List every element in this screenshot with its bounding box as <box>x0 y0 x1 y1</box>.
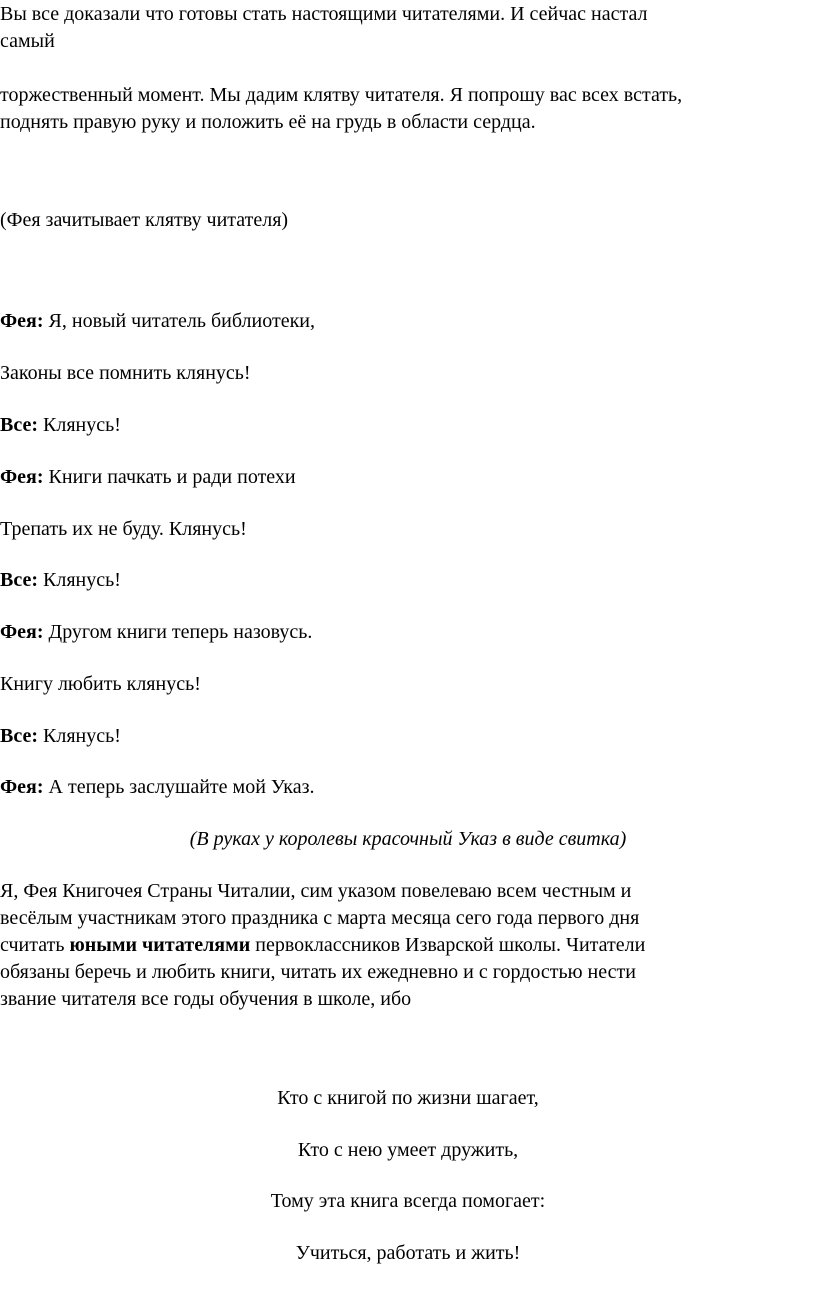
intro-line-2: самый <box>0 30 55 52</box>
decree-line-1: Я, Фея Книгочея Страны Читалии, сим указом повелеваю всем честным и <box>0 880 632 902</box>
oath-line-5 <box>0 516 816 543</box>
oath-text: Законы все помнить клянусь! <box>0 362 251 384</box>
oath-text: Клянусь! <box>38 725 121 747</box>
oath-line-3 <box>0 412 816 439</box>
speaker-label: Фея: <box>0 776 44 798</box>
speaker-label: Все: <box>0 414 38 436</box>
oath-text: Трепать их не буду. Клянусь! <box>0 518 247 540</box>
decree-bold-text: юными читателями <box>69 934 251 956</box>
decree-text: считать <box>0 934 70 956</box>
oath-text: Клянусь! <box>38 414 121 436</box>
poem-line-1: Кто с книгой по жизни шагает, <box>277 1087 539 1109</box>
oath-text: Книгу любить клянусь! <box>0 673 201 695</box>
oath-line-1 <box>0 308 816 335</box>
oath-line-8 <box>0 671 816 698</box>
decree-line-4: обязаны беречь и любить книги, читать их ежедневно и с гордостью нести <box>0 961 636 983</box>
oath-line-6 <box>0 567 816 594</box>
oath-line-7 <box>0 619 816 646</box>
speaker-label: Все: <box>0 569 38 591</box>
intro-line-4: поднять правую руку и положить её на грудь в области сердца. <box>0 111 536 133</box>
oath-line-4 <box>0 464 816 491</box>
oath-line-9 <box>0 723 816 750</box>
speaker-label: Фея: <box>0 466 44 488</box>
speaker-label: Все: <box>0 725 38 747</box>
oath-text: Клянусь! <box>38 569 121 591</box>
decree-text: первоклассников Изварской школы. Читатели <box>250 934 646 956</box>
intro-line-1: Вы все доказали что готовы стать настоящими читателями. И сейчас настал <box>0 3 648 25</box>
oath-line-10 <box>0 774 816 801</box>
stage-direction-reading-oath: (Фея зачитывает клятву читателя) <box>0 209 289 231</box>
decree-line-5: звание читателя все годы обучения в школе, ибо <box>0 988 412 1010</box>
intro-line-3: торжественный момент. Мы дадим клятву читателя. Я попрошу вас всех встать, <box>0 84 683 106</box>
oath-text: Книги пачкать и ради потехи <box>43 466 296 488</box>
poem-line-3: Тому эта книга всегда помогает: <box>270 1190 546 1212</box>
stage-direction-scroll: (В руках у королевы красочный Указ в виде свитка) <box>189 828 627 850</box>
speaker-label: Фея: <box>0 310 44 332</box>
decree-line-2: весёлым участникам этого праздника с марта месяца сего года первого дня <box>0 907 640 929</box>
oath-text: Я, новый читатель библиотеки, <box>43 310 316 332</box>
poem-line-4: Учиться, работать и жить! <box>295 1242 521 1264</box>
oath-text: А теперь заслушайте мой Указ. <box>43 776 315 798</box>
poem-line-2: Кто с нею умеет дружить, <box>297 1139 519 1161</box>
oath-text: Другом книги теперь назовусь. <box>43 621 313 643</box>
decree-line-3 <box>0 932 816 959</box>
oath-line-2 <box>0 360 816 387</box>
speaker-label: Фея: <box>0 621 44 643</box>
